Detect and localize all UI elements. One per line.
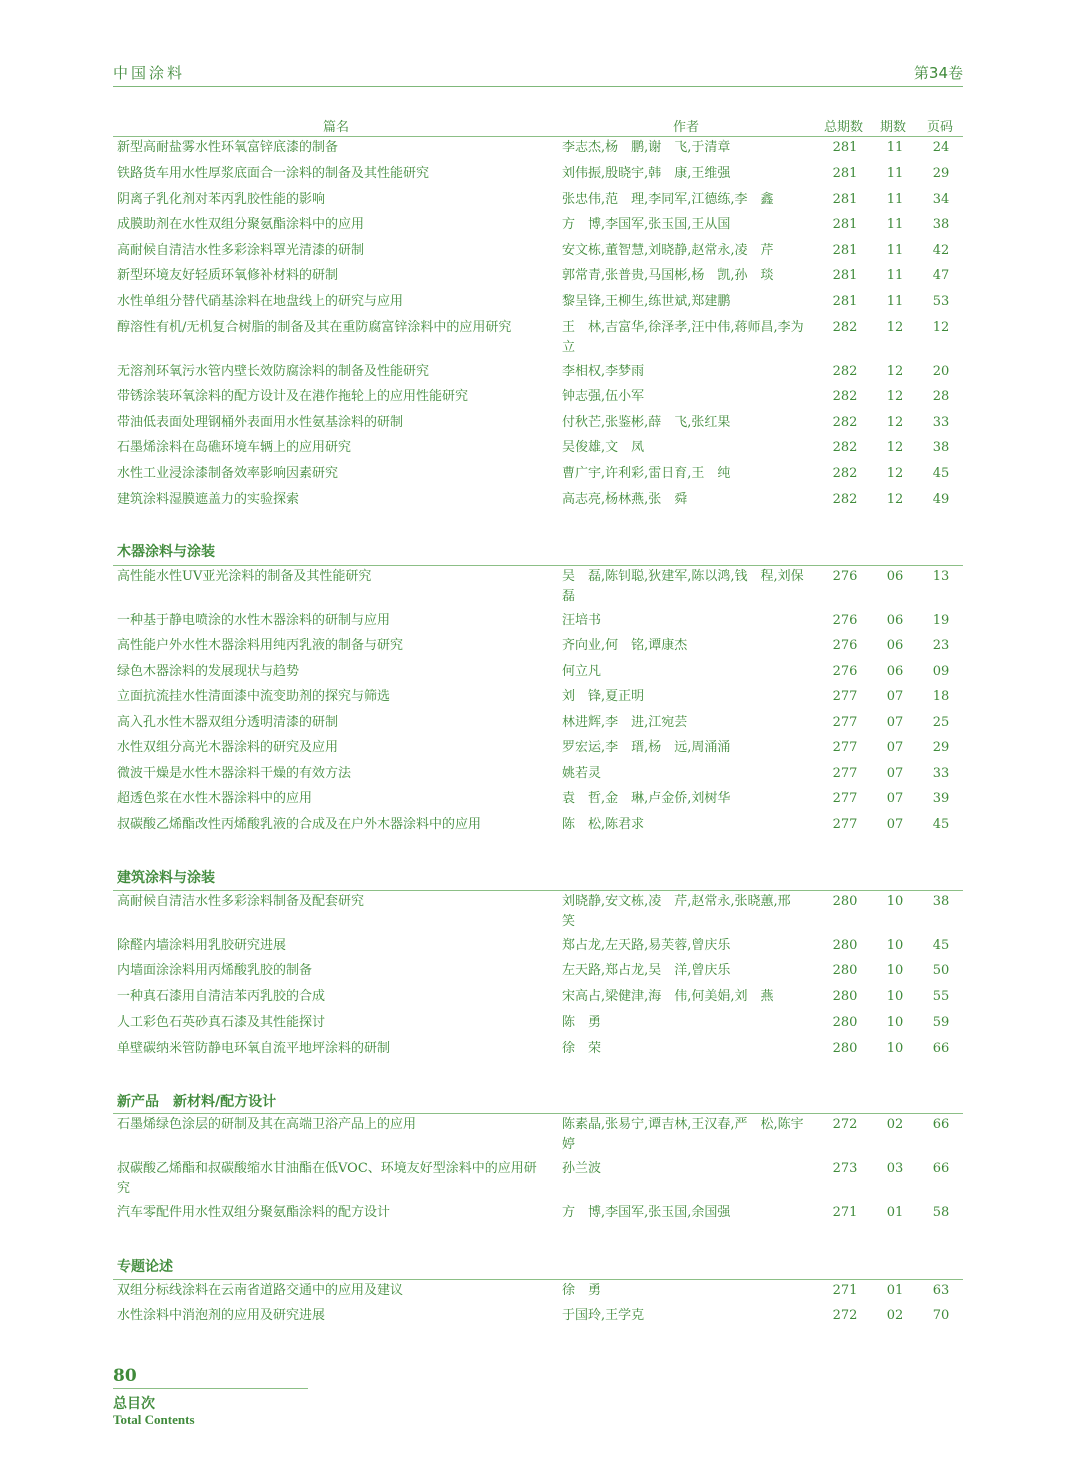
entry-title: 内墙面涂涂料用丙烯酸乳胶的制备 — [117, 963, 313, 978]
entry-total-issue: 281 — [832, 268, 858, 283]
entry-authors: 何立凡 — [562, 664, 602, 679]
entry-page: 38 — [932, 217, 950, 232]
entry-issue: 12 — [886, 320, 904, 335]
entry-authors: 汪培书 — [562, 613, 602, 628]
entry-total-issue: 277 — [832, 766, 858, 781]
entry-issue: 02 — [886, 1308, 904, 1323]
journal-name: 中国涂料 — [113, 64, 186, 82]
entry-title: 微波干燥是水性木器涂料干燥的有效方法 — [117, 766, 352, 781]
entry-total-issue: 272 — [832, 1308, 858, 1323]
entry-authors: 宋高占,梁健津,海 伟,何美娟,刘 燕 — [562, 989, 774, 1004]
entry-title: 水性涂料中消泡剂的应用及研究进展 — [117, 1308, 326, 1323]
entry-total-issue: 281 — [832, 140, 858, 155]
volume-label: 第34卷 — [913, 64, 963, 82]
entry-title: 一种真石漆用自清洁苯丙乳胶的合成 — [117, 989, 326, 1004]
entry-title: 新型环境友好轻质环氧修补材料的研制 — [117, 268, 339, 283]
entry-total-issue: 281 — [832, 166, 858, 181]
entry-title: 带锈涂装环氧涂料的配方设计及在港作拖轮上的应用性能研究 — [117, 389, 469, 404]
footer-label-en: Total Contents — [113, 1412, 195, 1427]
entry-page: 47 — [932, 268, 950, 283]
section-heading: 新产品 新材料/配方设计 — [117, 1094, 277, 1110]
entry-title: 醇溶性有机/无机复合树脂的制备及其在重防腐富锌涂料中的应用研究 — [117, 320, 512, 335]
entry-title: 高性能水性UV亚光涂料的制备及其性能研究 — [117, 569, 372, 584]
entry-page: 25 — [932, 715, 950, 730]
entry-page: 58 — [932, 1205, 950, 1220]
entry-page: 66 — [932, 1041, 950, 1056]
entry-authors: 钟志强,伍小军 — [562, 389, 645, 404]
entry-title: 高耐候自清洁水性多彩涂料罩光清漆的研制 — [117, 243, 365, 258]
entry-title: 单壁碳纳米管防静电环氧自流平地坪涂料的研制 — [117, 1041, 391, 1056]
entry-total-issue: 271 — [832, 1283, 858, 1298]
entry-authors: 高志亮,杨林燕,张 舜 — [562, 492, 688, 507]
entry-issue: 10 — [886, 1041, 904, 1056]
entry-total-issue: 281 — [832, 243, 858, 258]
entry-title: 超透色浆在水性木器涂料中的应用 — [117, 791, 313, 806]
entry-issue: 01 — [886, 1205, 904, 1220]
col-total-issue-header: 总期数 — [824, 120, 864, 135]
entry-total-issue: 282 — [832, 440, 858, 455]
entry-issue: 07 — [886, 817, 904, 832]
entry-authors: 黎呈锋,王柳生,练世斌,郑建鹏 — [562, 294, 731, 309]
entry-title: 立面抗流挂水性清面漆中流变助剂的探究与筛选 — [117, 689, 391, 704]
entry-total-issue: 276 — [832, 638, 858, 653]
entry-total-issue: 281 — [832, 192, 858, 207]
entry-authors: 王 林,吉富华,徐泽孝,汪中伟,蒋师昌,李为立 — [562, 320, 804, 355]
entry-authors: 吴俊雄,文 凤 — [562, 440, 645, 455]
entry-title: 水性工业浸涂漆制备效率影响因素研究 — [117, 466, 339, 481]
entry-title: 人工彩色石英砂真石漆及其性能探讨 — [117, 1015, 326, 1030]
entry-title: 高耐候自清洁水性多彩涂料制备及配套研究 — [117, 894, 365, 909]
entry-total-issue: 272 — [832, 1117, 858, 1132]
entry-total-issue: 277 — [832, 817, 858, 832]
entry-total-issue: 282 — [832, 466, 858, 481]
entry-issue: 10 — [886, 1015, 904, 1030]
entry-page: 13 — [932, 569, 950, 584]
entry-title: 绿色木器涂料的发展现状与趋势 — [117, 664, 300, 679]
entry-page: 29 — [932, 166, 950, 181]
entry-issue: 07 — [886, 766, 904, 781]
section-heading: 专题论述 — [117, 1259, 173, 1275]
entry-page: 50 — [932, 963, 950, 978]
entry-authors: 刘 锋,夏正明 — [562, 689, 645, 704]
entry-page: 38 — [932, 894, 950, 909]
entry-title: 石墨烯绿色涂层的研制及其在高端卫浴产品上的应用 — [117, 1117, 417, 1132]
entry-authors: 郭常青,张普贵,马国彬,杨 凯,孙 琰 — [562, 268, 774, 283]
entry-page: 33 — [932, 766, 950, 781]
entry-total-issue: 276 — [832, 569, 858, 584]
entry-authors: 于国玲,王学克 — [562, 1308, 645, 1323]
page-number: 80 — [113, 1366, 137, 1386]
col-title-header: 篇名 — [323, 120, 350, 135]
entry-authors: 方 博,李国军,张玉国,王从国 — [562, 217, 731, 232]
entry-title: 高性能户外水性木器涂料用纯丙乳液的制备与研究 — [117, 638, 404, 653]
entry-issue: 10 — [886, 938, 904, 953]
entry-title: 建筑涂料湿膜遮盖力的实验探索 — [117, 492, 300, 507]
section-heading: 木器涂料与涂装 — [117, 544, 215, 560]
entry-issue: 12 — [886, 466, 904, 481]
entry-total-issue: 280 — [832, 1041, 858, 1056]
entry-issue: 07 — [886, 791, 904, 806]
entry-title: 汽车零配件用水性双组分聚氨酯涂料的配方设计 — [117, 1205, 391, 1220]
entry-page: 55 — [932, 989, 950, 1004]
entry-authors: 曹广宇,许利彩,雷日育,王 纯 — [562, 466, 731, 481]
entry-authors: 李相权,李梦雨 — [562, 364, 645, 379]
entry-total-issue: 277 — [832, 740, 858, 755]
entry-page: 20 — [932, 364, 950, 379]
entry-authors: 付秋芒,张鉴彬,薛 飞,张红果 — [562, 415, 731, 430]
entry-authors: 姚若灵 — [562, 766, 602, 781]
entry-page: 42 — [932, 243, 950, 258]
entry-page: 28 — [932, 389, 950, 404]
entry-total-issue: 271 — [832, 1205, 858, 1220]
entry-issue: 10 — [886, 989, 904, 1004]
entry-title: 石墨烯涂料在岛礁环境车辆上的应用研究 — [117, 440, 352, 455]
entry-title: 带油低表面处理钢桶外表面用水性氨基涂料的研制 — [117, 415, 404, 430]
entry-authors: 徐 荣 — [562, 1041, 602, 1056]
entry-page: 70 — [932, 1308, 950, 1323]
entry-title: 高入孔水性木器双组分透明清漆的研制 — [117, 715, 339, 730]
entry-authors: 左天路,郑占龙,吴 洋,曾庆乐 — [562, 963, 731, 978]
entry-total-issue: 280 — [832, 894, 858, 909]
entry-issue: 06 — [886, 613, 904, 628]
entry-issue: 11 — [886, 243, 904, 258]
col-authors-header: 作者 — [673, 120, 700, 135]
col-issue-header: 期数 — [880, 120, 907, 135]
entry-authors: 罗宏运,李 瑨,杨 远,周涌涌 — [562, 740, 731, 755]
entry-authors: 陈 勇 — [562, 1015, 602, 1030]
entry-issue: 12 — [886, 492, 904, 507]
entry-total-issue: 280 — [832, 938, 858, 953]
entry-total-issue: 282 — [832, 364, 858, 379]
entry-issue: 01 — [886, 1283, 904, 1298]
section-rule — [113, 1113, 963, 1114]
entry-authors: 齐向业,何 铭,谭康杰 — [562, 638, 688, 653]
entry-page: 19 — [932, 613, 950, 628]
entry-authors: 袁 哲,金 琳,卢金侨,刘树华 — [562, 791, 731, 806]
entry-page: 49 — [932, 492, 950, 507]
entry-issue: 06 — [886, 638, 904, 653]
entry-page: 23 — [932, 638, 950, 653]
entry-page: 45 — [932, 938, 950, 953]
entry-title: 除醛内墙涂料用乳胶研究进展 — [117, 938, 287, 953]
entry-page: 34 — [932, 192, 950, 207]
entry-title: 铁路货车用水性厚浆底面合一涂料的制备及其性能研究 — [117, 166, 430, 181]
entry-total-issue: 276 — [832, 664, 858, 679]
entry-title: 成膜助剂在水性双组分聚氨酯涂料中的应用 — [117, 217, 365, 232]
entry-issue: 06 — [886, 664, 904, 679]
entry-total-issue: 280 — [832, 989, 858, 1004]
section-rule — [113, 1279, 963, 1280]
entry-authors: 陈 松,陈君求 — [562, 817, 645, 832]
entry-authors: 刘伟振,殷晓宇,韩 康,王维强 — [562, 166, 731, 181]
entry-authors: 郑占龙,左天路,易芙蓉,曾庆乐 — [562, 938, 731, 953]
entry-page: 38 — [932, 440, 950, 455]
entry-page: 24 — [932, 140, 950, 155]
entry-issue: 12 — [886, 440, 904, 455]
section-rule — [113, 565, 963, 566]
entry-title: 水性单组分替代硝基涂料在地盘线上的研究与应用 — [117, 294, 404, 309]
entry-title: 新型高耐盐雾水性环氧富锌底漆的制备 — [117, 140, 339, 155]
entry-issue: 06 — [886, 569, 904, 584]
entry-title: 无溶剂环氧污水管内壁长效防腐涂料的制备及性能研究 — [117, 364, 430, 379]
entry-title: 双组分标线涂料在云南省道路交通中的应用及建议 — [117, 1283, 404, 1298]
entry-issue: 02 — [886, 1117, 904, 1132]
entry-page: 29 — [932, 740, 950, 755]
entry-page: 45 — [932, 817, 950, 832]
footer-rule — [113, 1388, 308, 1389]
entry-title: 叔碳酸乙烯酯改性丙烯酸乳液的合成及在户外木器涂料中的应用 — [117, 817, 482, 832]
entry-issue: 11 — [886, 294, 904, 309]
entry-total-issue: 280 — [832, 963, 858, 978]
entry-page: 18 — [932, 689, 950, 704]
entry-total-issue: 273 — [832, 1161, 858, 1176]
entry-authors: 林进辉,李 进,江宛芸 — [562, 715, 688, 730]
section-rule — [113, 890, 963, 891]
section-heading: 建筑涂料与涂装 — [117, 870, 215, 886]
entry-title: 叔碳酸乙烯酯和叔碳酸缩水甘油酯在低VOC、环境友好型涂料中的应用研究 — [117, 1161, 537, 1196]
entry-issue: 10 — [886, 963, 904, 978]
entry-total-issue: 282 — [832, 389, 858, 404]
entry-issue: 07 — [886, 715, 904, 730]
entry-issue: 12 — [886, 389, 904, 404]
entry-issue: 07 — [886, 740, 904, 755]
entry-total-issue: 277 — [832, 689, 858, 704]
entry-page: 33 — [932, 415, 950, 430]
entry-issue: 12 — [886, 415, 904, 430]
entry-issue: 11 — [886, 140, 904, 155]
entry-authors: 张忠伟,范 理,李同军,江德练,李 鑫 — [562, 192, 774, 207]
entry-page: 12 — [932, 320, 950, 335]
entry-authors: 李志杰,杨 鹏,谢 飞,于清章 — [562, 140, 731, 155]
entry-page: 39 — [932, 791, 950, 806]
entry-issue: 11 — [886, 268, 904, 283]
entry-page: 59 — [932, 1015, 950, 1030]
entry-title: 一种基于静电喷涂的水性木器涂料的研制与应用 — [117, 613, 391, 628]
entry-total-issue: 277 — [832, 715, 858, 730]
entry-authors: 刘晓静,安文栋,凌 芹,赵常永,张晓蕙,邢 笑 — [562, 894, 804, 929]
entry-authors: 吴 磊,陈钊聪,狄建军,陈以鸿,钱 程,刘保磊 — [562, 569, 804, 604]
entry-authors: 陈素晶,张易宁,谭吉林,王汉春,严 松,陈宇婷 — [562, 1117, 804, 1152]
footer-label-cn: 总目次 — [113, 1396, 155, 1412]
entry-total-issue: 276 — [832, 613, 858, 628]
entry-page: 66 — [932, 1161, 950, 1176]
entry-total-issue: 281 — [832, 217, 858, 232]
entry-total-issue: 282 — [832, 492, 858, 507]
entry-page: 63 — [932, 1283, 950, 1298]
entry-issue: 10 — [886, 894, 904, 909]
entry-total-issue: 281 — [832, 294, 858, 309]
col-page-header: 页码 — [927, 120, 954, 135]
entry-page: 66 — [932, 1117, 950, 1132]
entry-authors: 安文栋,董智慧,刘晓静,赵常永,凌 芹 — [562, 243, 774, 258]
entry-issue: 03 — [886, 1161, 904, 1176]
entry-authors: 徐 勇 — [562, 1283, 602, 1298]
entry-issue: 11 — [886, 217, 904, 232]
entry-total-issue: 282 — [832, 320, 858, 335]
entry-total-issue: 282 — [832, 415, 858, 430]
entry-authors: 方 博,李国军,张玉国,余国强 — [562, 1205, 731, 1220]
entry-title: 水性双组分高光木器涂料的研究及应用 — [117, 740, 339, 755]
entry-authors: 孙兰波 — [562, 1161, 602, 1176]
entry-issue: 11 — [886, 192, 904, 207]
entry-issue: 07 — [886, 689, 904, 704]
entry-total-issue: 280 — [832, 1015, 858, 1030]
entry-page: 09 — [932, 664, 950, 679]
entry-total-issue: 277 — [832, 791, 858, 806]
entry-issue: 11 — [886, 166, 904, 181]
entry-issue: 12 — [886, 364, 904, 379]
entry-page: 53 — [932, 294, 950, 309]
entry-title: 阴离子乳化剂对苯丙乳胶性能的影响 — [117, 192, 326, 207]
entry-page: 45 — [932, 466, 950, 481]
